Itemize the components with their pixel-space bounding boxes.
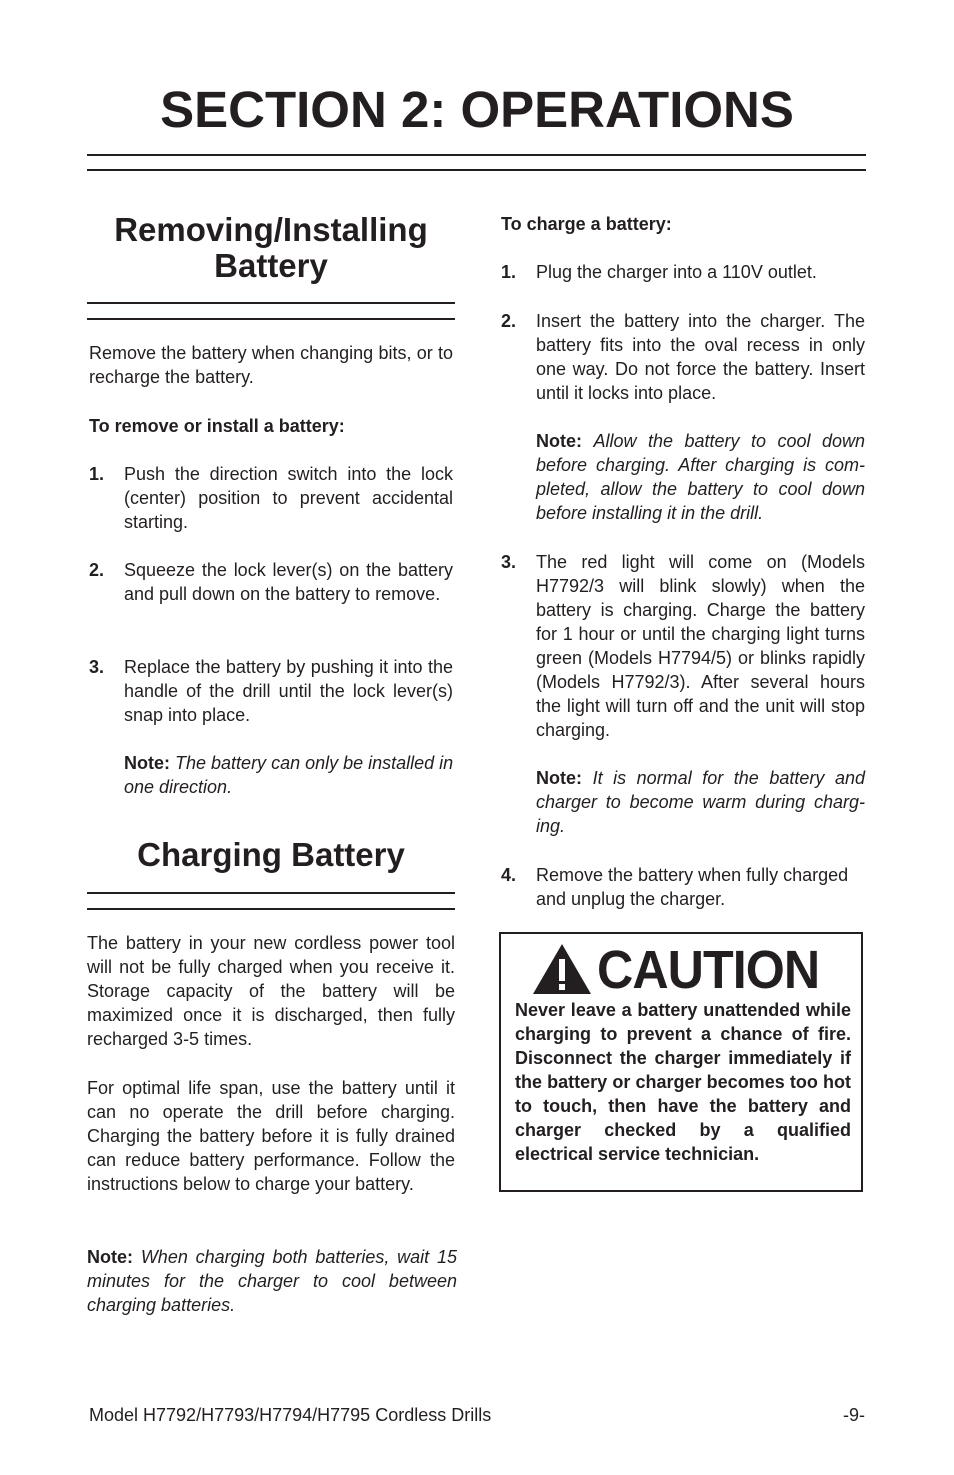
step-number: 1. xyxy=(89,464,105,484)
step-number: 2. xyxy=(89,560,105,580)
charging-paragraph-2: For optimal life span, use the battery until it can no operate the drill before charging. Charging the battery before it is fully drained can reduce battery performance. Follow the instructions below to charge your battery. xyxy=(87,1078,455,1194)
note-label: Note: xyxy=(87,1247,133,1267)
section-rule xyxy=(87,892,455,894)
subheading-remove-install: To remove or install a battery: xyxy=(89,416,345,436)
section-rule xyxy=(87,908,455,910)
note-label: Note: xyxy=(124,753,170,773)
section-heading-charging: Charging Battery xyxy=(137,836,405,873)
subheading-charge: To charge a battery: xyxy=(501,214,672,234)
step-number: 3. xyxy=(89,657,105,677)
warning-triangle-icon xyxy=(531,942,593,996)
note-text: It is normal for the battery and charger to become warm during charging. xyxy=(536,768,865,836)
caution-word: CAUTION xyxy=(597,940,820,1000)
caution-box xyxy=(499,932,863,1192)
step-number: 4. xyxy=(501,865,517,885)
step-text: Replace the battery by pushing it into the handle of the drill until the lock lever(s) snap into place. xyxy=(124,657,453,725)
step-text: Push the direction switch into the lock (center) position to prevent accidental starting. xyxy=(124,464,453,532)
note-charging-both xyxy=(87,1245,457,1317)
page-title: SECTION 2: OPERATIONS xyxy=(160,81,794,138)
caution-text: Never leave a battery unattended while charging to prevent a chance of fire. Disconnect the charger immediately if the battery or charger becomes too hot to touch, then have the battery and charger checked by a qualified electrical service technician. xyxy=(515,1000,851,1164)
step-text: Plug the charger into a 110V outlet. xyxy=(536,262,817,282)
note-cool-down xyxy=(536,429,865,525)
title-rule-top xyxy=(87,154,866,156)
note-install-direction xyxy=(124,751,455,799)
section-heading-removing xyxy=(87,212,455,284)
intro-paragraph: Remove the battery when changing bits, or to recharge the battery. xyxy=(89,343,453,387)
title-rule-bottom xyxy=(87,169,866,171)
step-number: 2. xyxy=(501,311,517,331)
note-text: Allow the battery to cool down before charging. After charging is completed, allow the battery to cool down before installing it in the drill. xyxy=(536,431,865,523)
heading-line-1: Removing/Installing xyxy=(114,211,428,248)
note-label: Note: xyxy=(536,431,582,451)
note-label: Note: xyxy=(536,768,582,788)
heading-line-2: Battery xyxy=(214,247,328,284)
step-text: Insert the battery into the charger. The battery fits into the oval recess in only one way. Do not force the battery. Insert until it locks into place. xyxy=(536,311,865,403)
note-text: When charging both batteries, wait 15 minutes for the charger to cool between charging batteries. xyxy=(87,1247,457,1315)
footer-model: Model H7792/H7793/H7794/H7795 Cordless Drills xyxy=(89,1405,492,1425)
step-text: Remove the battery when fully charged and unplug the charger. xyxy=(536,865,849,909)
section-rule xyxy=(87,302,455,304)
section-rule xyxy=(87,318,455,320)
step-text: The red light will come on (Models H7792/3 will blink slowly) when the battery is charging. Charge the battery for 1 hour or until the charging light turns green (Models H7794/5) or blinks rapidly (Models H7792/3). After several hours the light will turn off and the unit will stop charging. xyxy=(536,552,865,740)
step-number: 3. xyxy=(501,552,517,572)
charging-paragraph-1: The battery in your new cordless power tool will not be fully charged when you receive it. Storage capacity of the battery will be maximized once it is discharged, then fully recharged 3-5 times. xyxy=(87,933,455,1049)
note-text: The battery can only be installed in one direction. xyxy=(124,753,454,797)
footer-page-number: -9- xyxy=(843,1405,865,1425)
step-text: Squeeze the lock lever(s) on the battery and pull down on the battery to remove. xyxy=(124,560,453,604)
note-warm xyxy=(536,766,865,838)
step-number: 1. xyxy=(501,262,517,282)
